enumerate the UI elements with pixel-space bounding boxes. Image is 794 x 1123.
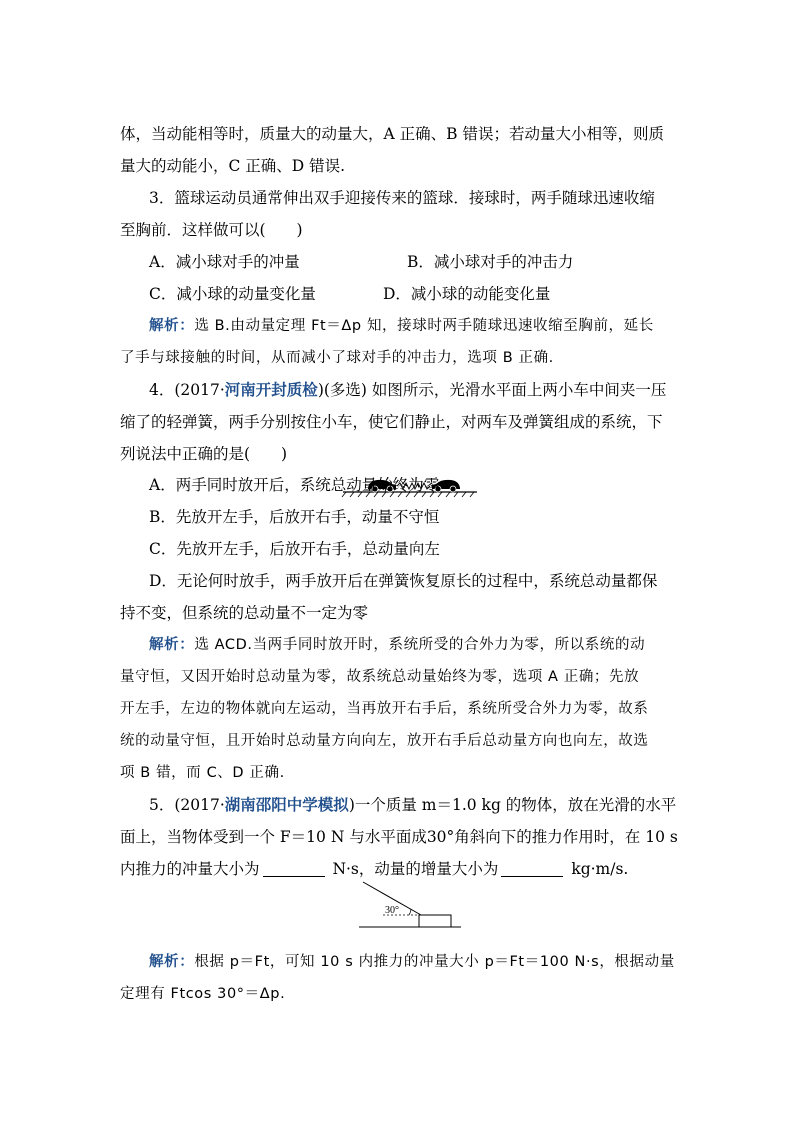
answer-blank[interactable]	[501, 860, 563, 877]
source-label: 河南开封质检	[224, 380, 318, 399]
solution-text: 选 ACD.当两手同时放开时，系统所受的合外力为零，所以系统的动	[194, 637, 646, 653]
solution-label: 解析：	[149, 318, 195, 334]
solution-4: 项 B 错，而 C、D 正确.	[120, 765, 285, 781]
solution-4: 量守恒，又因开始时总动量为零，故系统总动量始终为零，选项 A 正确；先放	[120, 669, 640, 685]
solution-text: 根据 p＝Ft，可知 10 s 内推力的冲量大小 p＝Ft＝100 N·s，根据动量	[194, 954, 675, 970]
solution-4: 统的动量守恒，且开始时总动量方向向左，放开右手后总动量方向也向左，故选	[120, 733, 649, 749]
option-c: C．先放开左手，后放开右手，总动量向左	[149, 540, 440, 558]
angle-label: 30°	[385, 905, 399, 916]
solution-3: 了手与球接触的时间，从而减小了球对手的冲击力，选项 B 正确.	[120, 350, 554, 366]
question-number: 4．(2017·	[149, 381, 225, 399]
question-4-stem	[149, 379, 666, 401]
text-line: 体，当动能相等时，质量大的动量大，A 正确、B 错误；若动量大小相等，则质	[120, 125, 664, 143]
solution-label: 解析：	[149, 954, 195, 970]
solution-text: 选 B.由动量定理 Ft＝Δp 知，接球时两手随球迅速收缩至胸前，延长	[194, 318, 654, 334]
question-number: 5．(2017·	[149, 796, 225, 814]
option-a: A．减小球对手的冲量	[149, 253, 300, 271]
option-d: 持不变，但系统的总动量不一定为零	[120, 604, 369, 622]
solution-5	[149, 951, 675, 973]
question-5-stem	[120, 858, 628, 880]
question-text: )(多选) 如图所示，光滑水平面上两小车中间夹一压	[317, 381, 667, 399]
question-5-stem: 面上，当物体受到一个 F＝10 N 与水平面成30°角斜向下的推力作用时，在 10 s	[120, 828, 678, 846]
answer-blank[interactable]	[263, 860, 325, 877]
option-d: D．无论何时放手，两手放开后在弹簧恢复原长的过程中，系统总动量都保	[149, 572, 658, 590]
question-5-stem	[149, 794, 676, 816]
question-text: kg·m/s.	[566, 860, 629, 878]
solution-4	[149, 634, 645, 656]
option-c: C．减小球的动量变化量	[149, 285, 316, 303]
solution-5: 定理有 Ftcos 30°＝Δp.	[120, 986, 286, 1002]
question-4-stem: 缩了的轻弹簧，两手分别按住小车，使它们静止，对两车及弹簧组成的系统，下	[120, 413, 663, 431]
solution-label: 解析：	[149, 637, 195, 653]
option-b: B．先放开左手，后放开右手，动量不守恒	[149, 508, 440, 526]
question-text: 内推力的冲量大小为	[120, 860, 260, 878]
solution-3	[149, 315, 654, 337]
incline-force-figure	[355, 880, 465, 932]
question-text: N·s，动量的增量大小为	[327, 860, 499, 878]
question-3-stem: 至胸前．这样做可以( )	[120, 221, 303, 239]
solution-4: 开左手，左边的物体就向左运动，当再放开右手后，系统所受合外力为零，故系	[120, 701, 649, 717]
option-d: D．减小球的动能变化量	[383, 285, 551, 303]
question-4-stem: 列说法中正确的是( )	[120, 445, 288, 463]
option-a: A．两手同时放开后，系统总动量始终为零	[149, 476, 440, 494]
question-text: )一个质量 m＝1.0 kg 的物体，放在光滑的水平	[348, 796, 677, 814]
source-label: 湖南邵阳中学模拟	[224, 795, 349, 814]
text-line: 量大的动能小，C 正确、D 错误.	[120, 157, 346, 175]
option-b: B．减小球对手的冲击力	[407, 253, 574, 271]
question-3-stem: 3．篮球运动员通常伸出双手迎接传来的篮球．接球时，两手随球迅速收缩	[149, 189, 655, 207]
